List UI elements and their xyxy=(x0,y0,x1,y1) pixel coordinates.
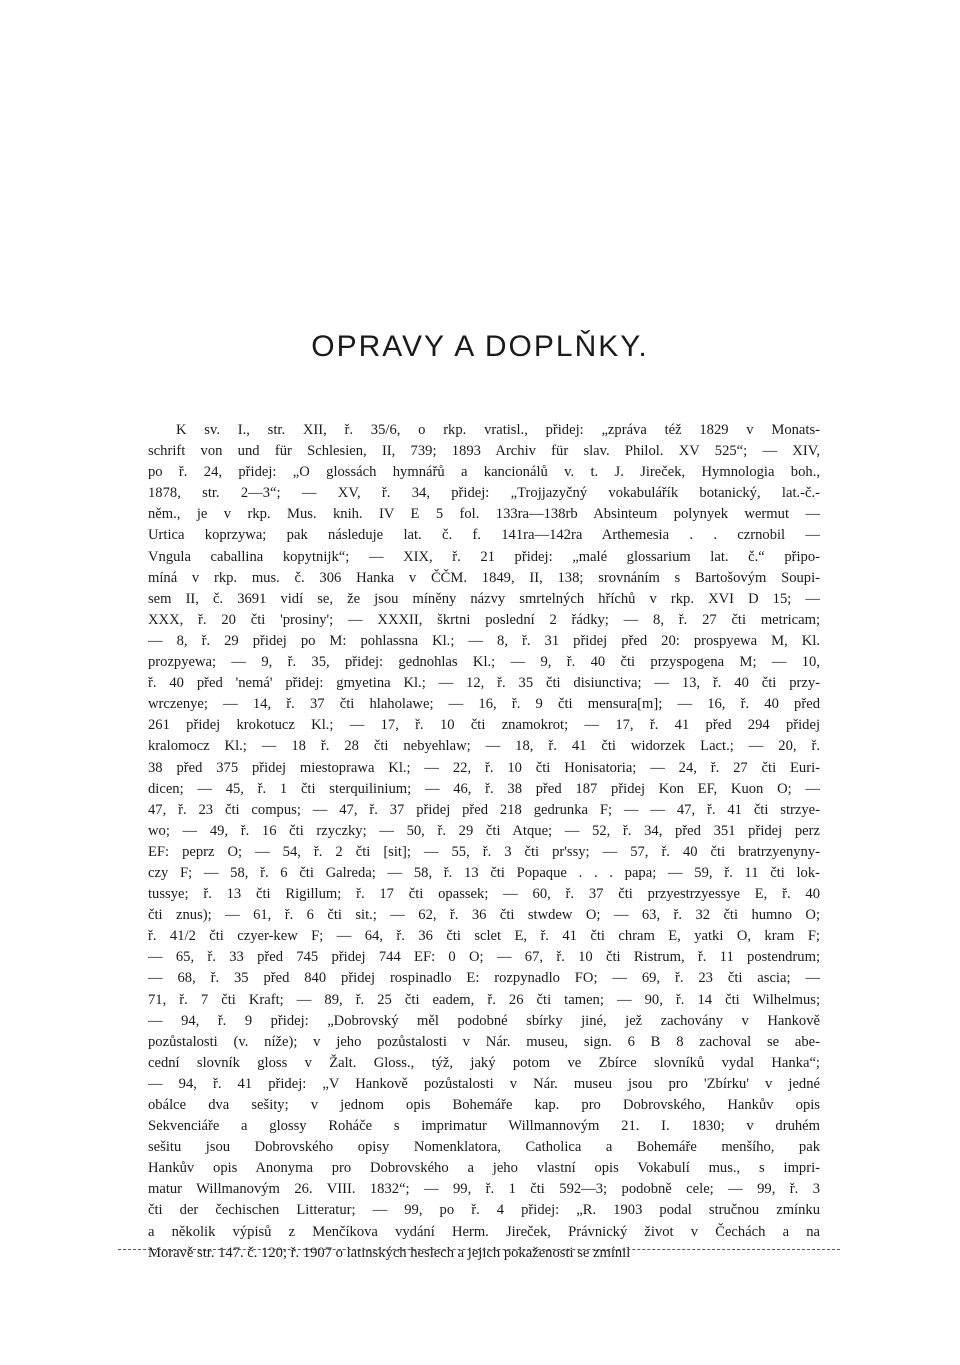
text-line: — 65, ř. 33 před 745 přidej 744 EF: 0 O; — 67, ř. 10 čti Ristrum, ř. 11 postendrum; xyxy=(148,949,820,966)
text-line: — 94, ř. 9 přidej: „Dobrovský měl podobné sbírky jiné, jež zachovány v Hankově xyxy=(148,1012,820,1029)
text-line: K sv. I., str. XII, ř. 35/6, o rkp. vratisl., přidej: „zpráva též 1829 v Monats- xyxy=(176,422,820,438)
text-line: czy F; — 58, ř. 6 čti Galreda; — 58, ř. 13 čti Popaque . . . papa; — 59, ř. 11 čti lok- xyxy=(148,864,820,881)
text-line: schrift von und für Schlesien, II, 739; 1893 Archiv für slav. Philol. XV 525“; — XIV, xyxy=(148,443,820,460)
text-line: — 94, ř. 41 přidej: „V Hankově pozůstalosti v Nár. museu jsou pro 'Zbírku' v jedné xyxy=(148,1075,820,1092)
text-line: wo; — 49, ř. 16 čti rzyczky; — 50, ř. 29 čti Atque; — 52, ř. 34, před 351 přidej perz xyxy=(148,822,820,839)
text-line: sešitu jsou Dobrovského opisy Nomenklatora, Catholica a Bohemáře menšího, pak xyxy=(148,1139,820,1156)
text-line: EF: peprz O; — 54, ř. 2 čti [sit]; — 55, ř. 3 čti pr'ssy; — 57, ř. 40 čti bratrzyenyny- xyxy=(148,843,820,860)
text-line: matur Willmanovým 26. VIII. 1832“; — 99, ř. 1 čti 592—3; podobně cele; — 99, ř. 3 xyxy=(148,1181,820,1198)
text-line: a několik výpisů z Menčíkova vydání Herm. Jireček, Právnický život v Čechách a na xyxy=(148,1223,820,1240)
footnote-rule xyxy=(118,1249,840,1250)
text-line: Hankův opis Anonyma pro Dobrovského a jeho vlastní opis Vokabulí mus., s impri- xyxy=(148,1160,820,1177)
text-line: čti znus); — 61, ř. 6 čti sit.; — 62, ř. 36 čti stwdew O; — 63, ř. 32 čti humno O; xyxy=(148,907,820,924)
text-line: Sekvenciáře a glossy Roháče s imprimatur Willmannovým 21. I. 1830; v druhém xyxy=(148,1118,820,1135)
text-line: ř. 40 před 'nemá' přidej: gmyetina Kl.; — 12, ř. 35 čti disiunctiva; — 13, ř. 40 čti przy- xyxy=(148,675,820,692)
text-line: sem II, č. 3691 vidí se, že jsou míněny názvy smrtelných hříchů v rkp. XVI D 15; — xyxy=(148,590,820,607)
text-line: něm., je v rkp. Mus. knih. IV E 5 fol. 133ra—138rb Absinteum polynyek wermut — xyxy=(148,506,820,523)
text-line: prozpyewa; — 9, ř. 35, přidej: gednohlas Kl.; — 9, ř. 40 čti przyspogena M; — 10, xyxy=(148,654,820,671)
errata-text xyxy=(148,420,820,1264)
text-line: cední slovník gloss v Žalt. Gloss., týž, jaký potom ve Zbírce slovníků vydal Hanka“; xyxy=(148,1054,820,1071)
text-line: Vngula caballina kopytnijk“; — XIX, ř. 21 přidej: „malé glossarium lat. č.“ připo- xyxy=(148,548,820,565)
text-line: obálce dva sešity; v jednom opis Bohemáře kap. pro Dobrovského, Hankův opis xyxy=(148,1097,820,1113)
text-line: 47, ř. 23 čti compus; — 47, ř. 37 přidej před 218 gedrunka F; — — 47, ř. 41 čti strzye- xyxy=(148,801,820,818)
text-line: po ř. 24, přidej: „O glossách hymnářů a kancionálů v. t. J. Jireček, Hymnologia boh., xyxy=(148,464,820,481)
text-line: 71, ř. 7 čti Kraft; — 89, ř. 25 čti eadem, ř. 26 čti tamen; — 90, ř. 14 čti Wilhelmus; xyxy=(148,991,820,1008)
text-line: ř. 41/2 čti czyer-kew F; — 64, ř. 36 čti sclet E, ř. 41 čti chram E, yatki O, kram F; xyxy=(148,928,820,945)
text-line: pozůstalosti (v. níže); v jeho pozůstalosti v Nár. museu, sign. 6 B 8 zachoval se abe- xyxy=(148,1033,820,1050)
text-line: 38 před 375 přidej miestoprawa Kl.; — 22, ř. 10 čti Honisatoria; — 24, ř. 27 čti Euri- xyxy=(148,759,820,776)
text-line: 1878, str. 2—3“; — XV, ř. 34, přidej: „Trojjazyčný vokabulářík botanický, lat.-č.- xyxy=(148,485,820,502)
text-line: wrczenye; — 14, ř. 37 čti hlaholawe; — 16, ř. 9 čti mensura[m]; — 16, ř. 40 před xyxy=(148,696,820,713)
text-line: XXX, ř. 20 čti 'prosiny'; — XXXII, škrtni poslední 2 řádky; — 8, ř. 27 čti metricam; xyxy=(148,611,820,628)
text-line: míná v rkp. mus. č. 306 Hanka v ČČM. 1849, II, 138; srovnáním s Bartošovým Soupi- xyxy=(148,569,820,586)
text-line: Urtica koprzywa; pak následuje lat. č. f. 141ra—142ra Arthemesia . . czrnobil — xyxy=(148,527,820,544)
text-line: dicen; — 45, ř. 1 čti sterquilinium; — 46, ř. 38 před 187 přidej Kon EF, Kuon O; — xyxy=(148,780,820,797)
text-line: Moravě str. 147. č. 120; ř. 1907 o latinských heslech a jejich pokaženosti se zmínil xyxy=(148,1244,631,1261)
text-line: tussye; ř. 13 čti Rigillum; ř. 17 čti opassek; — 60, ř. 37 čti przyestrzyessye E, ř. 40 xyxy=(148,886,820,903)
text-line: kralomocz Kl.; — 18 ř. 28 čti nebyehlaw; — 18, ř. 41 čti widorzek Lact.; — 20, ř. xyxy=(148,738,820,755)
text-line: — 8, ř. 29 přidej po M: pohlassna Kl.; — 8, ř. 31 přidej před 20: prospyewa M, Kl. xyxy=(148,632,820,649)
text-line: — 68, ř. 35 před 840 přidej rospinadlo E: rozpynadlo FO; — 69, ř. 23 čti ascia; — xyxy=(148,970,820,987)
text-line: čti der čechischen Litteratur; — 99, po ř. 4 přidej: „R. 1903 podal stručnou zmínku xyxy=(148,1202,820,1219)
text-line: 261 přidej krokotucz Kl.; — 17, ř. 10 čti znamokrot; — 17, ř. 41 před 294 přidej xyxy=(148,717,820,734)
page-title: OPRAVY A DOPLŇKY. xyxy=(311,330,649,363)
